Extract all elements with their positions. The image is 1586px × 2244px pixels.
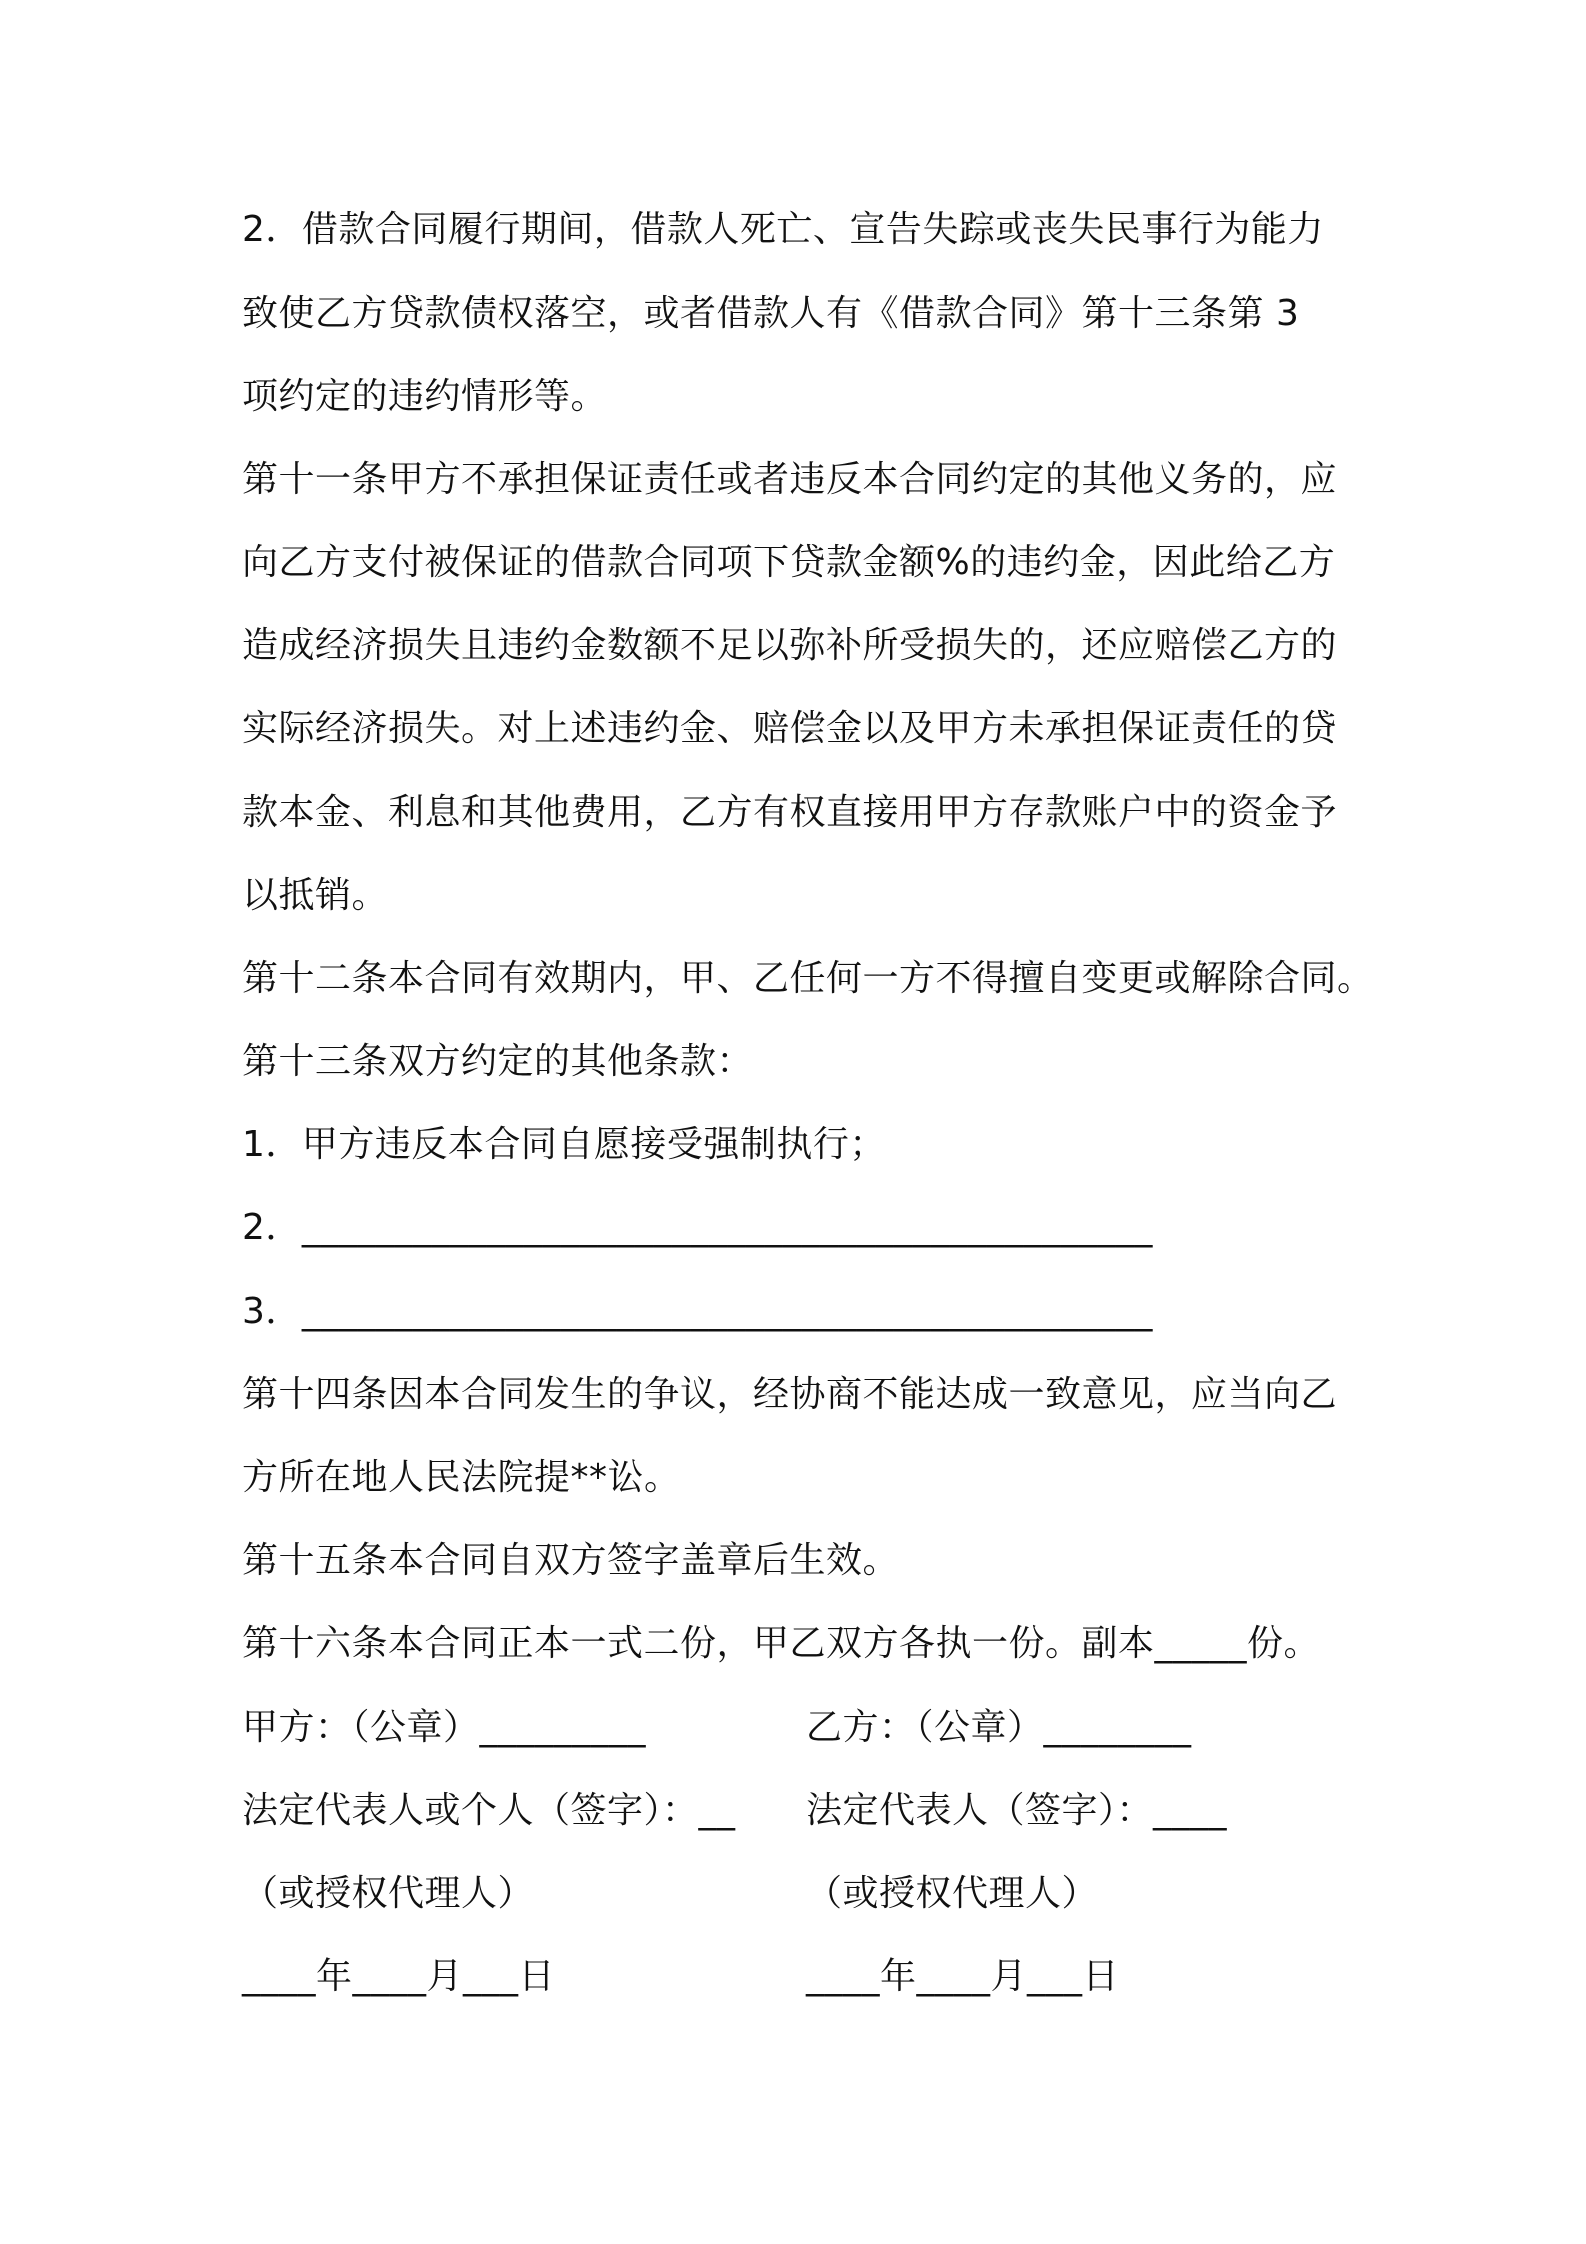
article-16: 第十六条本合同正本一式二份，甲乙双方各执一份。副本_____份。 <box>242 1623 1321 1664</box>
blank-list-item: 3．______________________________________________ <box>242 1291 1153 1332</box>
list-item: 1．甲方违反本合同自愿接受强制执行； <box>242 1124 886 1165</box>
text-line: 造成经济损失且违约金数额不足以弥补所受损失的，还应赔偿乙方的 <box>242 625 1338 666</box>
text-line: 方所在地人民法院提**讼。 <box>242 1457 681 1498</box>
article-13: 第十三条双方约定的其他条款： <box>242 1041 754 1082</box>
party-a-agent: （或授权代理人） <box>242 1873 535 1914</box>
article-12: 第十二条本合同有效期内，甲、乙任何一方不得擅自变更或解除合同。 <box>242 958 1374 999</box>
text-line: 实际经济损失。对上述违约金、赔偿金以及甲方未承担保证责任的贷 <box>242 708 1338 749</box>
article-15: 第十五条本合同自双方签字盖章后生效。 <box>242 1540 900 1581</box>
text-line: 2．借款合同履行期间，借款人死亡、宣告失踪或丧失民事行为能力 <box>242 209 1324 250</box>
text-line: 款本金、利息和其他费用，乙方有权直接用甲方存款账户中的资金予 <box>242 792 1338 833</box>
party-b-representative: 法定代表人（签字）：____ <box>806 1790 1228 1831</box>
text-line: 项约定的违约情形等。 <box>242 376 608 417</box>
blank-list-item: 2．______________________________________________ <box>242 1207 1153 1248</box>
party-b-seal: 乙方：（公章）________ <box>806 1707 1192 1748</box>
article-11: 第十一条甲方不承担保证责任或者违反本合同约定的其他义务的，应 <box>242 459 1338 500</box>
party-b-agent: （或授权代理人） <box>806 1873 1099 1914</box>
party-b-date: ____年____月___日 <box>806 1956 1120 1997</box>
article-14: 第十四条因本合同发生的争议，经协商不能达成一致意见，应当向乙 <box>242 1374 1338 1415</box>
party-a-date: ____年____月___日 <box>242 1956 556 1997</box>
text-line: 致使乙方贷款债权落空，或者借款人有《借款合同》第十三条第 3 <box>242 293 1300 334</box>
text-line: 向乙方支付被保证的借款合同项下贷款金额%的违约金，因此给乙方 <box>242 542 1336 583</box>
party-a-seal: 甲方：（公章）_________ <box>242 1707 647 1748</box>
party-a-representative: 法定代表人或个人（签字）：__ <box>242 1790 736 1831</box>
text-line: 以抵销。 <box>242 875 389 916</box>
